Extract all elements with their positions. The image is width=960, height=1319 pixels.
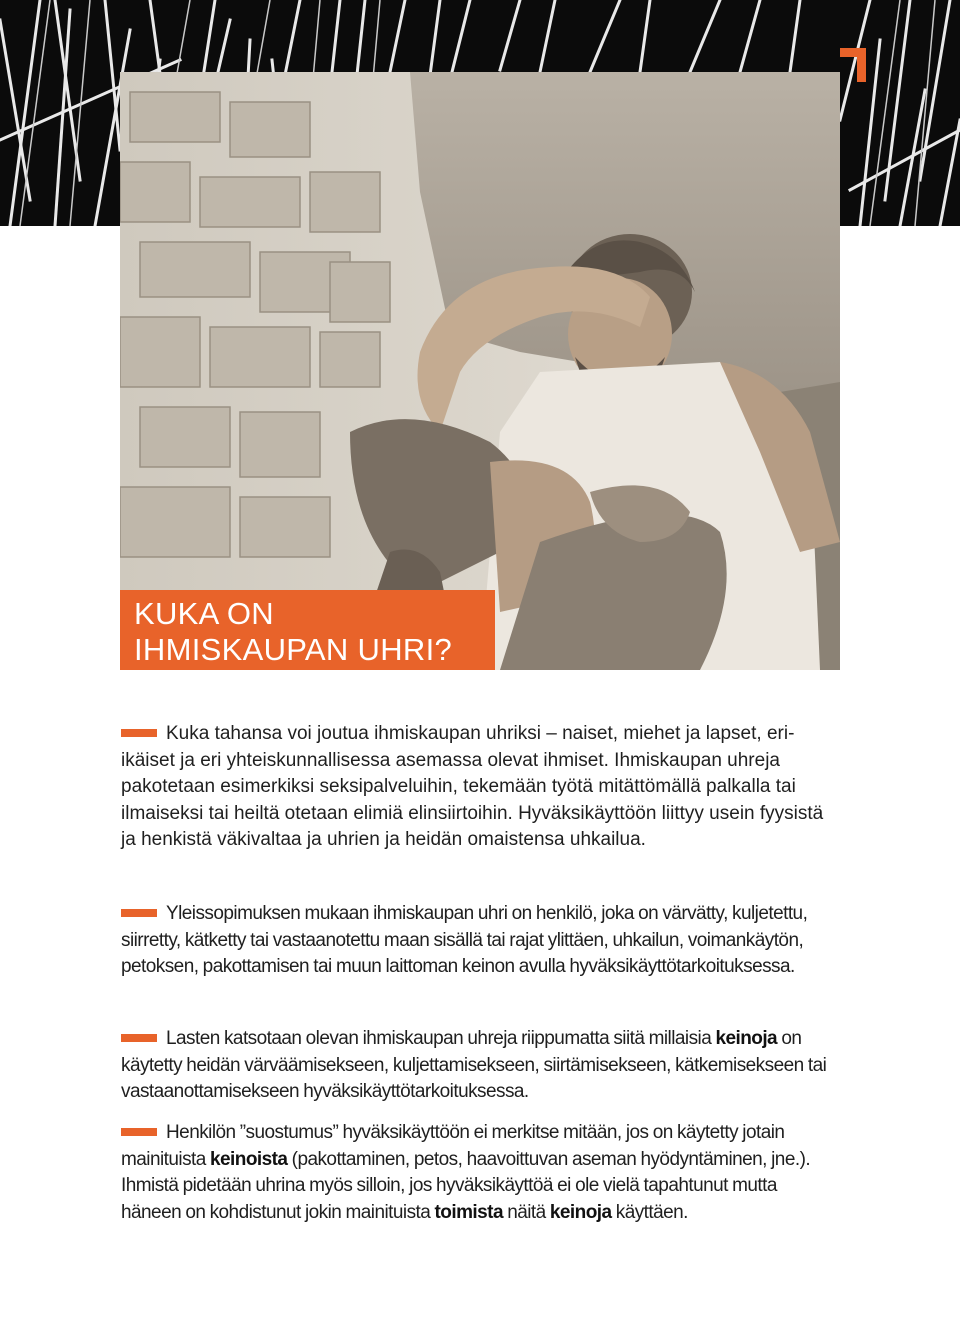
bullet-bar (121, 1034, 157, 1042)
title-line-1: KUKA ON (134, 596, 274, 631)
paragraph-3-text-c: on käytetty heidän värväämisekseen, kuljettamisekseen, siirtämisekseen, kätkemisekseen tai vastaanottamisekseen hyväksikäyttötarkoituksessa. (121, 1028, 827, 1102)
title-line-2: IHMISKAUPAN UHRI? (134, 632, 453, 667)
bullet-bar (121, 1128, 157, 1136)
corner-accent-mark (840, 48, 866, 82)
paragraph-4-bold-keinoja: keinoja (549, 1201, 612, 1223)
paragraph-4-text-g: käyttäen. (615, 1201, 688, 1223)
paragraph-4-text-a: Henkilön ”suostumus” hyväksikäyttöön ei merkitse mitään, jos on käytetty jotain mainituista (121, 1122, 785, 1170)
paragraph-4-text-c: (pakottaminen, petos, haavoittuvan aseman hyödyntäminen, jne.). Ihmistä pidetään uhrina myös silloin, jos hyväksikäyttöä ei ole vielä tapahtunut mutta häneen on kohdistunut jokin mainituista (121, 1148, 811, 1223)
paragraph-4 (121, 1120, 841, 1226)
paragraph-2 (121, 901, 841, 981)
title-box (120, 590, 495, 670)
paragraph-3 (121, 1026, 841, 1106)
bullet-bar (121, 909, 157, 917)
paragraph-2-text: Yleissopimuksen mukaan ihmiskaupan uhri on henkilö, joka on värvätty, kuljetettu, siirretty, kätketty tai vastaanotettu maan sisällä tai rajat ylittäen, uhkailun, voimankäytön, petoksen, pakottamisen tai muun laittoman keinon avulla hyväksikäyttötarkoituksessa. (121, 903, 808, 977)
hero-photo (120, 72, 840, 670)
bullet-bar (121, 729, 157, 737)
paragraph-4-bold-keinoista: keinoista (210, 1148, 288, 1170)
paragraph-3-text-a: Lasten katsotaan olevan ihmiskaupan uhreja riippumatta siitä millaisia (166, 1028, 712, 1049)
paragraph-1 (121, 721, 841, 854)
paragraph-1-text: Kuka tahansa voi joutua ihmiskaupan uhriksi – naiset, miehet ja lapset, eri-ikäiset ja eri yhteiskunnallisessa asemassa olevat ihmiset. Ihmiskaupan uhreja pakotetaan esimerkiksi seksipalveluihin, tekemään työtä mitättömällä palkalla tai ilmaiseksi tai heiltä otetaan elimiä elinsiirtoihin. Hyväksikäyttöön liittyy usein fyysistä ja henkistä väkivaltaa ja uhrien ja heidän omaistensa uhkailua. (121, 723, 824, 850)
man-covering-eyes-photo (120, 72, 840, 670)
paragraph-3-bold-keinoja: keinoja (715, 1028, 778, 1049)
paragraph-4-text-e: näitä (507, 1201, 546, 1223)
paragraph-4-bold-toimista: toimista (434, 1201, 503, 1223)
